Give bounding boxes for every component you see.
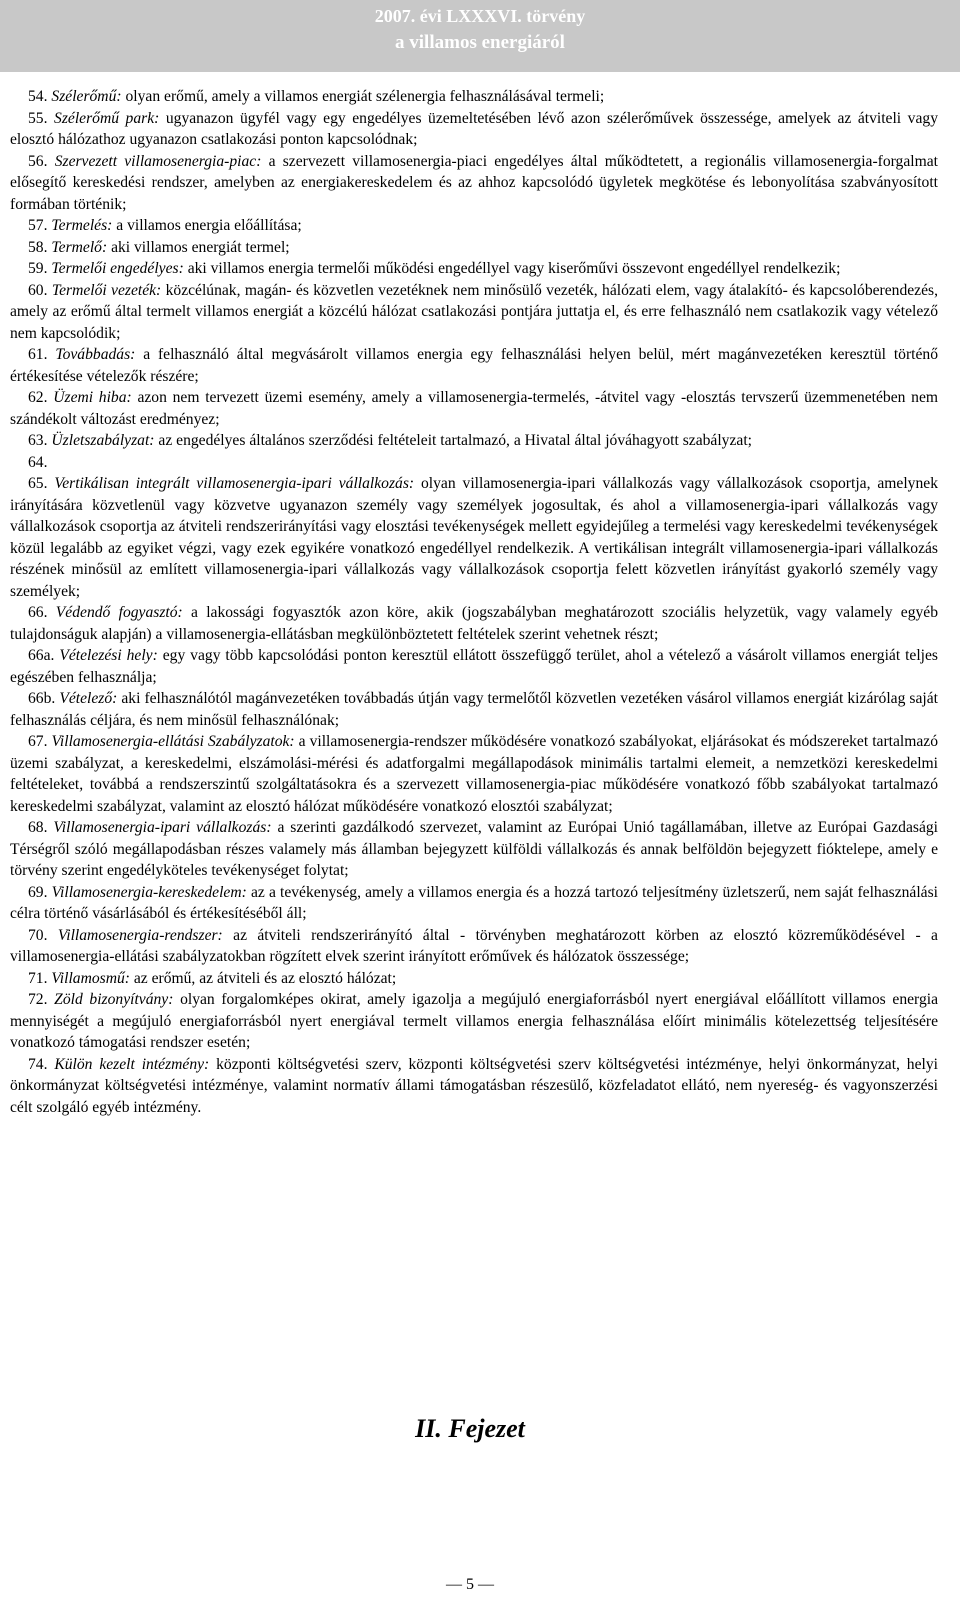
law-title: 2007. évi LXXXVI. törvény [374,6,586,26]
definition-item [10,430,938,452]
item-number: 65. [28,475,48,492]
definition-item [10,968,938,990]
defined-term: Üzletszabályzat: [51,432,155,449]
item-number: 54. [28,88,48,105]
definition-item [10,989,938,1054]
item-number: 74. [28,1055,48,1073]
definition-text: aki felhasználótól magánvezetéken továbbadás útján vagy termelőtől közvetlen vezetéken vásárol villamos energiát kizárólag saját felhasználás céljára, és nem minősül felhasználónak; [10,690,938,729]
definition-text: a villamos energia előállítása; [116,217,302,234]
defined-term: Termelői vezeték: [51,281,162,299]
definition-item [10,258,938,280]
defined-term: Szervezett villamosenergia-piac: [54,152,262,170]
item-number: 60. [28,281,48,299]
chapter-heading: II. Fejezet [415,1414,525,1443]
law-subtitle: a villamos energiáról [395,32,565,53]
item-number: 62. [28,389,48,406]
item-number: 67. [28,733,48,750]
defined-term: Szélerőmű park: [54,109,160,127]
defined-term: Villamosenergia-ellátási Szabályzatok: [51,733,295,750]
definition-text: olyan villamosenergia-ipari vállalkozás vagy vállalkozások csoportja, amelynek irányítására közvetlenül vagy közvetve ugyanazon személy vagy személyek jogosultak, és ahol a villamosenergia-ipari vállalkozás vagy vállalkozások csoportja az átviteli rendszerirányítási vagy elosztási tevékenységek mellett egyidejűleg a termelési vagy kereskedelmi tevékenységek közül legalább az egyiket végzi, vagy ezek egyikére vonatkozó engedéllyel rendelkezik. A vertikálisan integrált villamosenergia-ipari vállalkozás részének minősül az említett villamosenergia-ipari vállalkozás vagy vállalkozások csoportja felett közvetlen irányítást gyakorló személy vagy személyek; [10,475,938,600]
item-number: 59. [28,260,48,277]
definition-text: ugyanazon ügyfél vagy egy engedélyes üzemeltetésében lévő azon szélerőművek összessége, amelyek az átviteli vagy elosztó hálózathoz ugyanazon csatlakozási ponton kapcsolódnak; [10,109,938,148]
definition-text: azon nem tervezett üzemi esemény, amely a villamosenergia-termelés, -átvitel vagy -elosztás tervszerű üzemmenetében nem szándékolt változást eredményez; [10,389,938,428]
definition-text: olyan erőmű, amely a villamos energiát szélenergia felhasználásával termeli; [125,88,605,105]
defined-term: Továbbadás: [55,346,136,363]
definition-item [10,882,938,925]
definition-item [10,1054,938,1119]
defined-term: Vertikálisan integrált villamosenergia-ipari vállalkozás: [54,475,415,492]
defined-term: Villamosmű: [51,969,130,987]
definition-text: az átviteli rendszerirányító által - törvényben meghatározott körben az elosztó közreműködésével - a villamosenergia-ellátási szabályzatokban rögzített elvek szerint irányított erőművek és hálózatok összessége; [10,926,938,965]
definition-item [10,473,938,602]
definition-item [10,237,938,259]
item-number: 57. [28,217,48,234]
defined-term: Termelő: [51,238,108,256]
item-number: 66b. [28,690,56,707]
item-number: 63. [28,432,48,449]
definition-item [10,925,938,968]
item-number: 66. [28,604,48,621]
item-number: 55. [28,109,48,127]
definition-text: az erőmű, az átviteli és az elosztó hálózat; [133,969,397,987]
definition-item [10,688,938,731]
definition-text: aki villamos energiát termel; [111,238,290,256]
definition-item [10,151,938,216]
definition-text: az engedélyes általános szerződési feltételeit tartalmazó, a Hivatal által jóváhagyott szabályzat; [158,432,752,449]
item-number: 56. [28,152,48,170]
item-number: 66a. [28,647,55,664]
defined-term: Szélerőmű: [51,88,122,105]
item-number: 61. [28,346,48,363]
definition-text: egy vagy több kapcsolódási ponton keresztül ellátott összefüggő terület, ahol a vételező a vásárolt villamos energiát teljes egészében felhasználja; [10,647,938,686]
item-number: 64. [28,453,48,471]
definition-text: közcélúnak, magán- és közvetlen vezetéknek nem minősülő vezeték, hálózati elem, vagy átalakító- és kapcsolóberendezés, amely az erőmű által termelt villamos energiát a közcélú hálózat csatlakozási pontjára juttatja el, és erre felhasználó nem csatlakozik vagy vételező nem kapcsolódik; [10,281,938,342]
definitions-list [10,86,938,1118]
defined-term: Termelés: [51,217,113,234]
definition-text: a lakossági fogyasztók azon köre, akik (jogszabályban meghatározott szociális helyzetük, vagy valamely egyéb tulajdonságuk alapján) a villamosenergia-ellátásban megkülönböztetett feltételek szerint vehetnek részt; [10,604,939,643]
item-number: 72. [28,991,48,1008]
definition-text: a villamosenergia-rendszer működésére vonatkozó szabályokat, eljárásokat és módszereket tartalmazó üzemi szabályzat, a kereskedelmi, elszámolási-mérési és adatforgalmi megállapodások minimális tartalmi elemeit, a nemzetközi kereskedelmi feltételeket, továbbá a rendszerszintű szolgáltatásokra és a szervezett villamosenergia-piac működésére vonatkozó főbb szabályokat tartalmazó kereskedelmi szabályzat, valamint az elosztó hálózat működésére vonatkozó elosztói szabályzat; [10,733,938,815]
definition-item [10,86,938,108]
definition-item [10,817,938,882]
definition-text: a szerinti gazdálkodó szervezet, valamint az Európai Unió tagállamában, illetve az Európai Gazdasági Térségről szóló megállapodásban részes valamely más államban bejegyzett külföldi vállalkozás és annak belföldön bejegyzett fióktelepe, amely e törvény szerint engedélyköteles tevékenységet folytat; [10,819,938,879]
definition-item [10,731,938,817]
defined-term: Villamosenergia-ipari vállalkozás: [53,819,272,836]
item-number: 69. [28,883,48,901]
defined-term: Vételező: [59,690,118,707]
page-number: — 5 — [446,1576,494,1593]
running-header [0,0,960,72]
definition-item [10,452,938,474]
definition-text: olyan forgalomképes okirat, amely igazolja a megújuló energiaforrásból nyert energiával előállított villamos energia mennyiségét a megújuló energiaforrásból nyert energiával termelt villamos energia felhasználása előírt minimális kötelezettség teljesítésére vonatkozó támogatási rendszer esetén; [10,991,938,1051]
item-number: 71. [28,969,48,987]
defined-term: Védendő fogyasztó: [55,604,183,621]
definition-text: a szervezett villamosenergia-piaci engedélyes által működtetett, a regionális villamosenergia-forgalmat elősegítő kereskedési rendszer, amelyben az energiakereskedelem és az ahhoz kapcsolódó ügyletek megkötése és lebonyolítása szabványosított formában történik; [10,152,938,213]
definition-item [10,387,938,430]
item-number: 68. [28,819,48,836]
defined-term: Külön kezelt intézmény: [54,1055,210,1073]
defined-term: Villamosenergia-kereskedelem: [51,883,247,901]
definition-item [10,280,938,345]
defined-term: Üzemi hiba: [53,389,132,406]
definition-item [10,108,938,151]
defined-term: Termelői engedélyes: [51,260,184,277]
defined-term: Zöld bizonyítvány: [54,991,174,1008]
item-number: 58. [28,238,48,256]
defined-term: Villamosenergia-rendszer: [57,926,223,944]
definition-text: az a tevékenység, amely a villamos energia és a hozzá tartozó teljesítmény üzletszerű, nem saját felhasználási célra történő vásárlásából és értékesítéséből áll; [10,883,938,922]
definition-item [10,645,938,688]
definition-text: központi költségvetési szerv, központi költségvetési szerv költségvetési intézménye, helyi önkormányzat, helyi önkormányzat költségvetési intézménye, valamint normatív állami támogatásban részesülő, közfeladatot ellátó, nem nyereség- és vagyonszerzési célt szolgáló egyéb intézmény. [10,1055,938,1116]
item-number: 70. [28,926,48,944]
definition-text: a felhasználó által megvásárolt villamos energia egy felhasználási helyen belül, mért magánvezetéken keresztül történő értékesítése vételezők részére; [10,346,938,385]
definition-item [10,602,938,645]
definition-item [10,215,938,237]
defined-term: Vételezési hely: [59,647,158,664]
definition-text: aki villamos energia termelői működési engedéllyel vagy kiserőművi összevont engedéllyel rendelkezik; [187,260,841,277]
definition-item [10,344,938,387]
